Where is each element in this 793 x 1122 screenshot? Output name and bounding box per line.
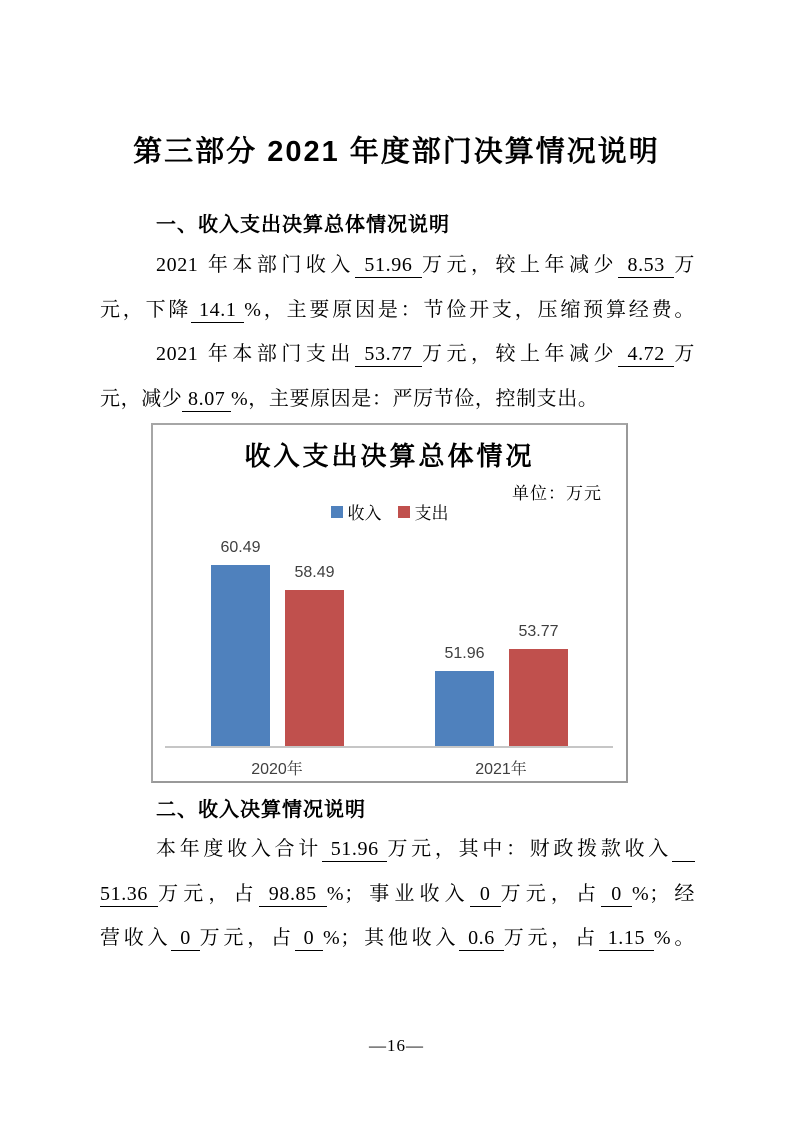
chart-title: 收入支出决算总体情况	[244, 442, 535, 471]
bar-income-2021年	[435, 671, 494, 746]
paragraph-income-summary	[100, 243, 695, 332]
text-segment: %，主要原因是：节俭开支，压缩预算经费。	[244, 298, 695, 321]
section-2-heading	[100, 797, 695, 824]
text-line	[100, 243, 695, 288]
bar-value-label: 51.96	[444, 645, 485, 662]
underlined-value: 0	[469, 882, 501, 905]
section-2-heading-text: 二、收入决算情况说明	[156, 799, 366, 821]
text-segment: 万	[674, 254, 695, 276]
bar-value-label: 53.77	[518, 623, 559, 640]
text-segment: 万元，占	[199, 927, 295, 949]
text-segment: 营收入	[100, 927, 172, 949]
underlined-value: 14.1	[191, 298, 245, 321]
section-1-heading	[100, 212, 695, 239]
underlined-value: 51.96	[322, 838, 388, 860]
text-segment: 2021 年本部门收入	[156, 254, 355, 276]
text-segment: %；经	[631, 882, 695, 905]
text-segment: %，主要原因是：严厉节俭，控制支出。	[231, 387, 599, 410]
underlined-value: 0	[601, 882, 632, 905]
underlined-value	[672, 838, 695, 862]
bar-value-label: 58.49	[294, 564, 335, 581]
legend-label: 支出	[414, 504, 449, 523]
category-label: 2020年	[251, 761, 303, 778]
underlined-value: 53.77	[354, 343, 422, 365]
page-number: —16—	[369, 1036, 424, 1055]
plot-area	[153, 425, 626, 781]
underlined-value: 8.07	[182, 387, 232, 410]
text-segment: 万元，较上年减少	[421, 343, 618, 365]
text-segment: 万元，占	[503, 927, 599, 949]
text-line	[100, 377, 695, 422]
underlined-value: 0.6	[459, 927, 504, 949]
text-segment: 本年度收入合计	[156, 838, 322, 860]
underlined-value: 51.36	[100, 882, 159, 905]
x-axis-line	[165, 746, 613, 748]
text-segment: %；其他收入	[323, 927, 460, 949]
text-line	[100, 872, 695, 917]
text-segment: %；事业收入	[326, 882, 470, 905]
underlined-value: 4.72	[617, 343, 675, 365]
text-segment: 元，减少	[100, 387, 183, 410]
text-segment: 万元，较上年减少	[421, 254, 618, 276]
legend-label: 收入	[347, 504, 382, 523]
section-1-heading-text: 一、收入支出决算总体情况说明	[156, 214, 450, 236]
bar-expense-2021年	[509, 649, 568, 746]
bar-value-label: 60.49	[220, 539, 261, 556]
paragraph-income-detail	[100, 827, 695, 961]
underlined-value: 0	[294, 927, 324, 949]
text-segment: 万元，占	[158, 882, 259, 905]
text-segment: 万元，占	[500, 882, 602, 905]
bar-chart	[151, 423, 628, 783]
text-line	[100, 916, 695, 961]
underlined-value: 1.15	[598, 927, 654, 949]
text-line	[100, 827, 695, 872]
category-label: 2021年	[475, 761, 527, 778]
text-segment: 万	[674, 343, 695, 365]
text-line	[100, 288, 695, 333]
underlined-value: 98.85	[258, 882, 327, 905]
bar-income-2020年	[211, 565, 270, 746]
text-segment: 万元，其中：财政拨款收入	[387, 838, 672, 860]
text-line	[100, 332, 695, 377]
chart-unit-label: 单位：万元	[512, 484, 602, 503]
underlined-value: 51.96	[354, 254, 422, 276]
bar-expense-2020年	[285, 590, 344, 746]
text-segment: %。	[653, 927, 695, 949]
underlined-value: 0	[171, 927, 200, 949]
text-segment: 元，下降	[100, 298, 192, 321]
underlined-value: 8.53	[617, 254, 675, 276]
page-title: 第三部分 2021 年度部门决算情况说明	[133, 136, 660, 168]
text-segment: 2021 年本部门支出	[156, 343, 355, 365]
paragraph-expense-summary	[100, 332, 695, 421]
